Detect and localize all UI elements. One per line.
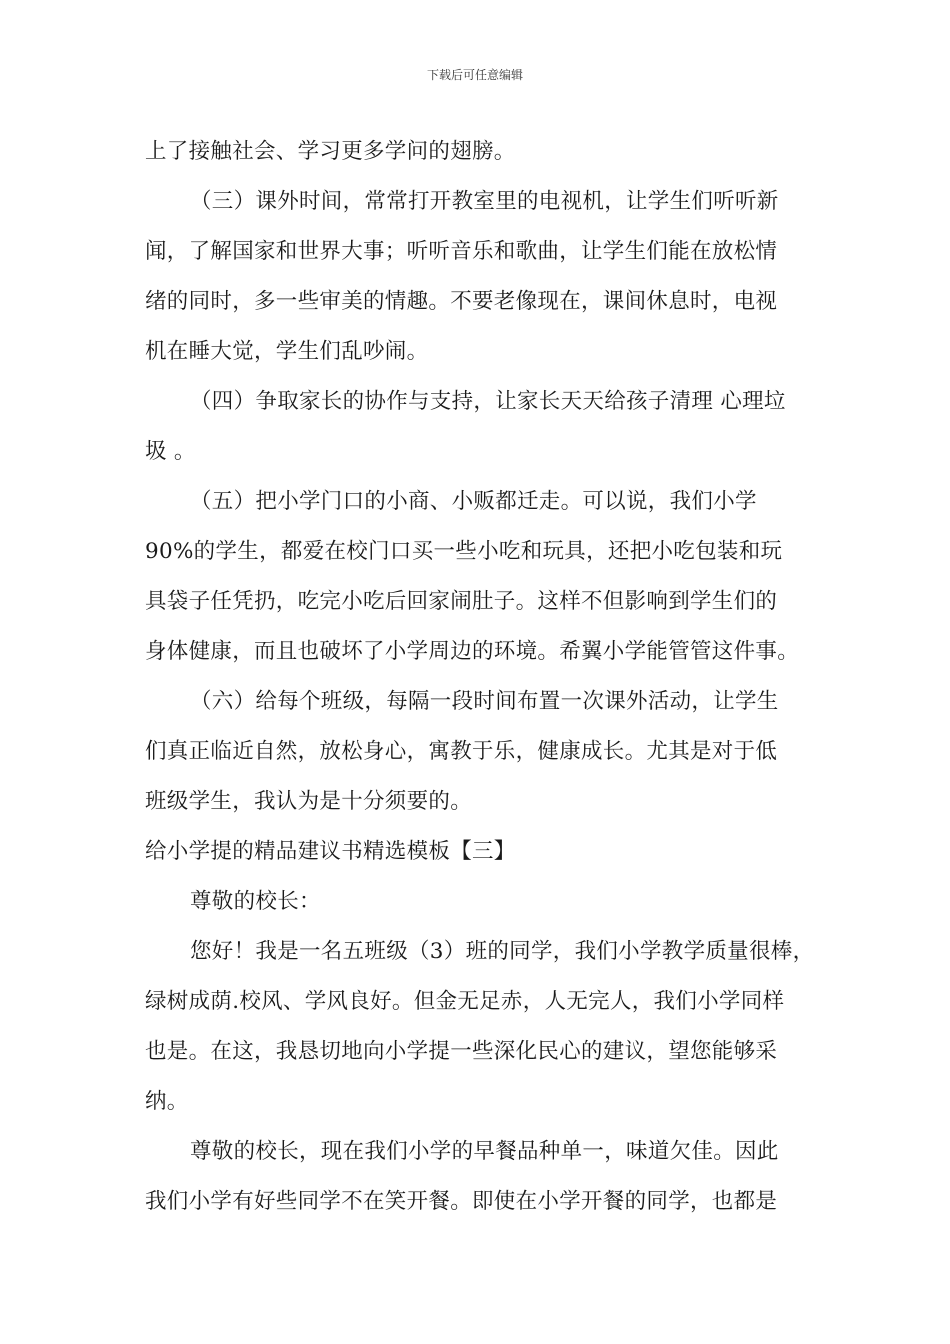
salutation: 尊敬的校长：: [190, 889, 321, 914]
document-body: [145, 127, 835, 1227]
text-line: 绪的同时，多一些审美的情趣。不要老像现在，课间休息时，电视: [145, 289, 778, 314]
text-line: 机在睡大觉，学生们乱吵闹。: [145, 339, 429, 364]
section-heading: 给小学提的精品建议书精选模板【三】: [145, 839, 516, 864]
text-line: 上了接触社会、学习更多学问的翅膀。: [145, 139, 516, 164]
text-line: （三）课外时间，常常打开教室里的电视机，让学生们听听新: [190, 189, 779, 214]
text-line: （四）争取家长的协作与支持，让家长天天给孩子清理 心理垃: [190, 389, 786, 414]
text-line: （五）把小学门口的小商、小贩都迁走。可以说，我们小学: [190, 489, 757, 514]
text-line: 班级学生，我认为是十分须要的。: [145, 789, 473, 814]
text-line: 们真正临近自然，放松身心，寓教于乐，健康成长。尤其是对于低: [145, 739, 778, 764]
text-line: （六）给每个班级，每隔一段时间布置一次课外活动，让学生: [190, 689, 779, 714]
text-line: 尊敬的校长，现在我们小学的早餐品种单一，味道欠佳。因此: [190, 1139, 779, 1164]
text-line: 具袋子任凭扔，吃完小吃后回家闹肚子。这样不但影响到学生们的: [145, 589, 778, 614]
text-line: 纳。: [145, 1089, 189, 1114]
text-line: 也是。在这，我恳切地向小学提一些深化民心的建议，望您能够采: [145, 1039, 778, 1064]
text-line: 90%的学生，都爱在校门口买一些小吃和玩具，还把小吃包装和玩: [145, 539, 783, 564]
text-line: 我们小学有好些同学不在笑开餐。即使在小学开餐的同学，也都是: [145, 1189, 778, 1214]
text-line: 圾 。: [145, 439, 196, 464]
page-header: 下载后可任意编辑: [426, 68, 523, 82]
text-line: 身体健康，而且也破坏了小学周边的环境。希翼小学能管管这件事。: [145, 639, 800, 664]
text-line: 您好！我是一名五班级（3）班的同学，我们小学教学质量很棒，: [190, 939, 815, 964]
text-line: 绿树成荫.校风、学风良好。但金无足赤，人无完人，我们小学同样: [145, 989, 785, 1014]
text-line: 闻，了解国家和世界大事；听听音乐和歌曲，让学生们能在放松情: [145, 239, 778, 264]
